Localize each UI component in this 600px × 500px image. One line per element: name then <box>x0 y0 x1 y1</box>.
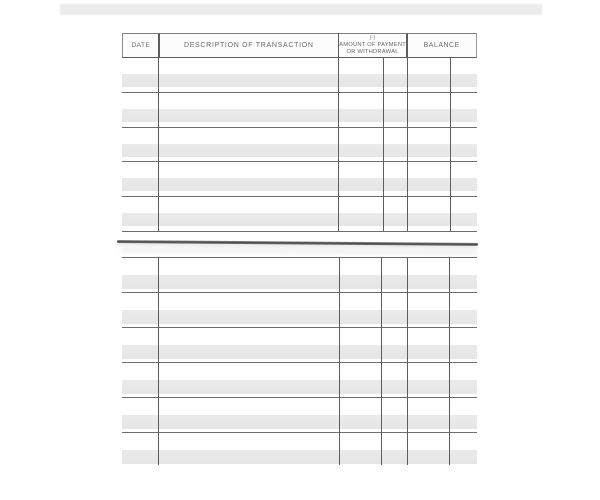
payment-label-line2: OR WITHDRAWAL <box>346 48 399 55</box>
column-divider-description <box>339 258 340 465</box>
register-row <box>122 433 477 465</box>
register-row <box>122 162 477 197</box>
register-row <box>122 328 477 363</box>
register-row <box>122 293 477 328</box>
register-row <box>122 128 477 163</box>
row-shading-band <box>122 380 477 394</box>
description-label: DESCRIPTION OF TRANSACTION <box>183 41 314 49</box>
balance-label: BALANCE <box>423 41 460 49</box>
row-shading-band <box>122 213 477 226</box>
column-divider-payment-cents <box>383 58 384 232</box>
row-shading-band <box>122 415 477 429</box>
row-shading-band <box>122 144 477 157</box>
payment-label-line1: AMOUNT OF PAYMENT <box>339 42 407 49</box>
register-rows-top <box>122 58 477 232</box>
row-shading-band <box>122 74 477 87</box>
row-shading-band <box>122 109 477 122</box>
fold-crease <box>117 240 478 246</box>
row-shading-band <box>122 275 477 289</box>
register-row <box>122 58 477 93</box>
column-header-payment <box>338 34 407 57</box>
register-row <box>122 197 477 232</box>
register-row <box>122 93 477 128</box>
column-header-balance <box>406 34 476 57</box>
register-header-row <box>122 33 477 58</box>
fold-crease-shadow <box>122 247 477 256</box>
row-shading-band <box>122 310 477 324</box>
date-label: DATE <box>131 41 151 49</box>
column-divider-payment-cents <box>381 258 382 465</box>
column-header-description <box>159 34 338 57</box>
register-rows-bottom <box>122 258 477 465</box>
column-divider-date <box>158 33 159 232</box>
register-row <box>122 398 477 433</box>
column-divider-payment-end <box>407 258 408 465</box>
row-shading-band <box>122 450 477 464</box>
row-shading-band <box>122 178 477 191</box>
column-divider-date <box>158 258 159 465</box>
column-divider-description <box>338 33 339 232</box>
column-header-date <box>123 34 159 57</box>
register-row <box>122 363 477 398</box>
column-divider-payment-end <box>407 33 408 232</box>
register-bottom-section <box>122 257 477 465</box>
register-row <box>122 258 477 293</box>
scan-artifact-band <box>60 4 542 15</box>
register-top-section <box>122 33 477 232</box>
minus-sign-label: (-) <box>369 35 376 42</box>
row-shading-band <box>122 345 477 359</box>
column-divider-balance-cents <box>450 58 451 232</box>
column-divider-balance-cents <box>449 258 450 465</box>
